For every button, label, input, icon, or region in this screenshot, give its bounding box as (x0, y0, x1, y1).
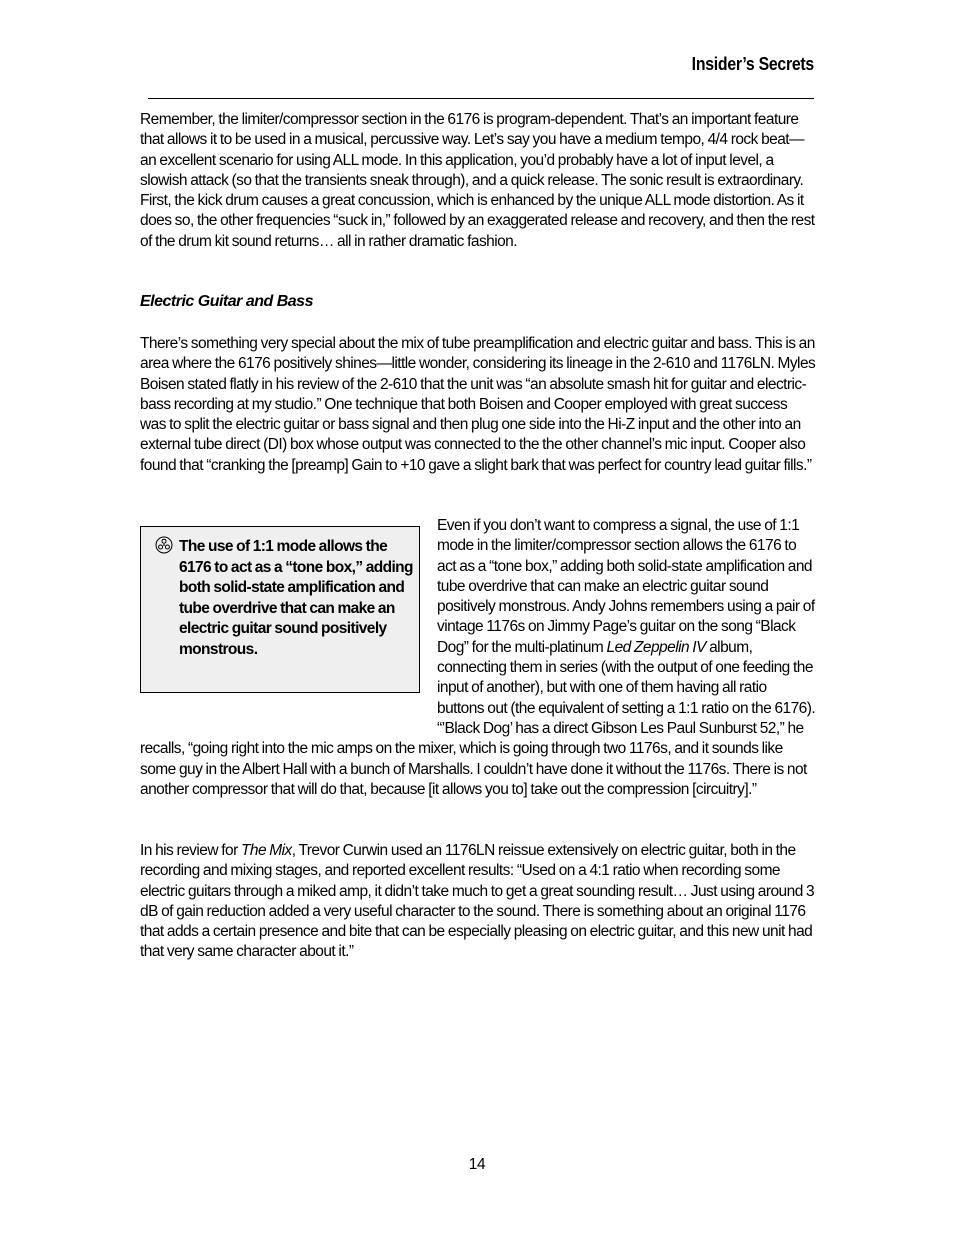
paragraph-tone-box-text-b: album, connecting them in series (with the output of one feeding the input of another), but with one of them having all ratio buttons out (the equivalent of setting a 1:1 ratio on the 6176). “’Black Dog’ has a direct Gibson Les Paul Sunburst 52,” he recalls, “going right into the mic amps on the mixer, which is going through two 1176s, and it sounds like some guy in the Albert Hall with a bunch of Marshalls. I couldn’t have done it without the 1176s. There is not another compressor that will do that, because [it allows you to] take out the compression [circuitry].” (140, 638, 816, 798)
paragraph-the-mix-text-b: , Trevor Curwin used an 1176LN reissue extensively on electric guitar, both in the recording and mixing stages, and reported excellent results: “Used on a 4:1 ratio when recording some electric guitars through a miked amp, it didn’t take much to get a great sounding result… Just using around 3 dB of gain reduction added a very useful character to the sound. There is something about an original 1176 that adds a certain presence and bite that can be especially pleasing on electric guitar, and this new unit had that very same character about it.” (140, 842, 815, 961)
paragraph-program-dependent: Remember, the limiter/compressor section in the 6176 is program-dependent. That’s an important feature that allows it to be used in a musical, percussive way. Let’s say you have a medium tempo, 4/4 rock beat—an excellent scenario for using ALL mode. In this application, you’d probably have a lot of input level, a slowish attack (so that the transients sneak through), and a quick release. The sonic result is extraordinary. First, the kick drum causes a great concussion, which is enhanced by the unique ALL mode distortion. As it does so, the other frequencies “suck in,” followed by an exaggerated release and recovery, and then the rest of the drum kit sound returns… all in rather dramatic fashion. (140, 111, 815, 250)
callout-text: The use of 1:1 mode allows the 6176 to act as a “tone box,” adding both solid-state amplification and tube overdrive that can make an electric guitar sound positively monstrous. (179, 538, 413, 658)
paragraph-tone-box-text-a: Even if you don’t want to compress a signal, the use of 1:1 mode in the limiter/compressor section allows the 6176 to act as a “tone box,” adding both solid-state amplification and tube overdrive that can make an electric guitar sound positively monstrous. Andy Johns remembers using a pair of vintage 1176s on Jimmy Page’s guitar on the song “Black Dog” for the multi-platinum (437, 517, 815, 656)
header-rule (148, 98, 814, 99)
publication-title: The Mix (240, 842, 292, 859)
page-number: 14 (468, 1156, 486, 1173)
running-header-title: Insider’s Secrets (691, 54, 814, 74)
section-heading: Electric Guitar and Bass (140, 293, 313, 310)
paragraph-tube-preamp: There’s something very special about the mix of tube preamplification and electric guitar and bass. This is an area where the 6176 positively shines—little wonder, considering its lineage in the 2-610 and 1176LN. Myles Boisen stated flatly in his review of the 2-610 that the unit was “an absolute smash hit for guitar and electric-bass recording at my studio.” One technique that both Boisen and Cooper employed with great success was to split the electric guitar or bass signal and then plug one side into the Hi-Z input and the other into an external tube direct (DI) box whose output was connected to the the other channel’s mic input. Cooper also found that “cranking the [preamp] Gain to +10 gave a slight bark that was perfect for country lead guitar fills.” (140, 335, 816, 474)
callout-box (140, 526, 420, 693)
paragraph-the-mix-text-a: In his review for (140, 842, 241, 859)
paragraph-the-mix-review (140, 841, 816, 963)
tip-icon (155, 536, 173, 554)
album-title: Led Zeppelin IV (606, 638, 706, 656)
